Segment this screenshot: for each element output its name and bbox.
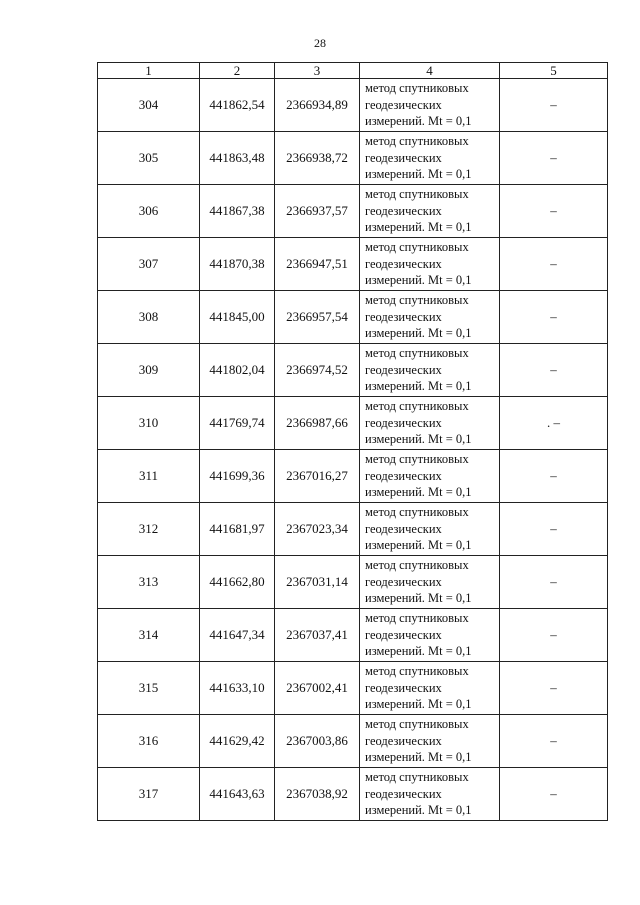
method-line: метод спутниковых <box>365 505 469 520</box>
method-line: измерений. Mt = 0,1 <box>365 697 472 712</box>
table-row <box>98 450 608 503</box>
note-cell: – <box>500 132 608 185</box>
table-row <box>98 291 608 344</box>
point-number-cell: 315 <box>98 662 200 715</box>
y-coordinate-cell: 2366934,89 <box>275 79 360 132</box>
table-row <box>98 344 608 397</box>
x-coordinate-cell: 441681,97 <box>200 503 275 556</box>
method-line: метод спутниковых <box>365 187 469 202</box>
method-line: геодезических <box>365 521 442 536</box>
table-row <box>98 715 608 768</box>
point-number-cell: 306 <box>98 185 200 238</box>
method-line: метод спутниковых <box>365 558 469 573</box>
method-line: измерений. Mt = 0,1 <box>365 750 472 765</box>
note-cell: – <box>500 238 608 291</box>
method-cell <box>360 556 500 609</box>
method-line: геодезических <box>365 733 442 748</box>
x-coordinate-cell: 441862,54 <box>200 79 275 132</box>
x-coordinate-cell: 441802,04 <box>200 344 275 397</box>
table-row <box>98 556 608 609</box>
y-coordinate-cell: 2367037,41 <box>275 609 360 662</box>
y-coordinate-cell: 2366957,54 <box>275 291 360 344</box>
y-coordinate-cell: 2366974,52 <box>275 344 360 397</box>
method-cell <box>360 132 500 185</box>
note-cell: – <box>500 609 608 662</box>
method-line: измерений. Mt = 0,1 <box>365 803 472 818</box>
method-line: метод спутниковых <box>365 134 469 149</box>
point-number-cell: 316 <box>98 715 200 768</box>
method-line: геодезических <box>365 97 442 112</box>
note-cell: – <box>500 79 608 132</box>
point-number-cell: 313 <box>98 556 200 609</box>
note-cell: . – <box>500 397 608 450</box>
method-line: метод спутниковых <box>365 81 469 96</box>
x-coordinate-cell: 441699,36 <box>200 450 275 503</box>
note-cell: – <box>500 662 608 715</box>
method-line: метод спутниковых <box>365 399 469 414</box>
method-cell <box>360 79 500 132</box>
method-line: метод спутниковых <box>365 611 469 626</box>
method-line: измерений. Mt = 0,1 <box>365 644 472 659</box>
method-line: измерений. Mt = 0,1 <box>365 432 472 447</box>
y-coordinate-cell: 2367002,41 <box>275 662 360 715</box>
method-line: геодезических <box>365 309 442 324</box>
point-number-cell: 308 <box>98 291 200 344</box>
y-coordinate-cell: 2366987,66 <box>275 397 360 450</box>
method-cell <box>360 397 500 450</box>
method-line: геодезических <box>365 627 442 642</box>
method-line: метод спутниковых <box>365 664 469 679</box>
column-header-4: 4 <box>360 63 500 79</box>
method-line: геодезических <box>365 256 442 271</box>
coordinates-table <box>97 62 608 821</box>
table-row <box>98 397 608 450</box>
y-coordinate-cell: 2366947,51 <box>275 238 360 291</box>
method-cell <box>360 344 500 397</box>
method-line: измерений. Mt = 0,1 <box>365 485 472 500</box>
method-cell <box>360 609 500 662</box>
note-cell: – <box>500 291 608 344</box>
x-coordinate-cell: 441633,10 <box>200 662 275 715</box>
note-cell: – <box>500 344 608 397</box>
method-line: метод спутниковых <box>365 452 469 467</box>
point-number-cell: 304 <box>98 79 200 132</box>
x-coordinate-cell: 441769,74 <box>200 397 275 450</box>
table-row <box>98 185 608 238</box>
method-line: геодезических <box>365 150 442 165</box>
point-number-cell: 311 <box>98 450 200 503</box>
note-cell: – <box>500 556 608 609</box>
method-line: метод спутниковых <box>365 346 469 361</box>
method-line: геодезических <box>365 786 442 801</box>
method-line: метод спутниковых <box>365 293 469 308</box>
method-line: измерений. Mt = 0,1 <box>365 167 472 182</box>
method-line: измерений. Mt = 0,1 <box>365 273 472 288</box>
x-coordinate-cell: 441870,38 <box>200 238 275 291</box>
method-line: измерений. Mt = 0,1 <box>365 591 472 606</box>
table-row <box>98 609 608 662</box>
method-line: метод спутниковых <box>365 770 469 785</box>
point-number-cell: 310 <box>98 397 200 450</box>
note-cell: – <box>500 503 608 556</box>
point-number-cell: 314 <box>98 609 200 662</box>
y-coordinate-cell: 2367038,92 <box>275 768 360 821</box>
y-coordinate-cell: 2367023,34 <box>275 503 360 556</box>
method-line: геодезических <box>365 574 442 589</box>
table-row <box>98 662 608 715</box>
column-header-3: 3 <box>275 63 360 79</box>
note-cell: – <box>500 715 608 768</box>
point-number-cell: 307 <box>98 238 200 291</box>
method-line: геодезических <box>365 415 442 430</box>
x-coordinate-cell: 441863,48 <box>200 132 275 185</box>
method-line: измерений. Mt = 0,1 <box>365 220 472 235</box>
method-line: геодезических <box>365 468 442 483</box>
x-coordinate-cell: 441647,34 <box>200 609 275 662</box>
x-coordinate-cell: 441662,80 <box>200 556 275 609</box>
method-cell <box>360 662 500 715</box>
table-row <box>98 768 608 821</box>
method-cell <box>360 768 500 821</box>
method-line: геодезических <box>365 680 442 695</box>
note-cell: – <box>500 768 608 821</box>
note-cell: – <box>500 185 608 238</box>
method-cell <box>360 715 500 768</box>
method-line: метод спутниковых <box>365 717 469 732</box>
point-number-cell: 317 <box>98 768 200 821</box>
column-header-5: 5 <box>500 63 608 79</box>
method-line: геодезических <box>365 362 442 377</box>
table-header-row <box>98 63 608 79</box>
y-coordinate-cell: 2366938,72 <box>275 132 360 185</box>
table-row <box>98 238 608 291</box>
method-cell <box>360 503 500 556</box>
method-line: измерений. Mt = 0,1 <box>365 379 472 394</box>
y-coordinate-cell: 2367003,86 <box>275 715 360 768</box>
x-coordinate-cell: 441845,00 <box>200 291 275 344</box>
column-header-1: 1 <box>98 63 200 79</box>
table-row <box>98 132 608 185</box>
x-coordinate-cell: 441643,63 <box>200 768 275 821</box>
table-body <box>98 79 608 821</box>
table-row <box>98 79 608 132</box>
method-line: измерений. Mt = 0,1 <box>365 326 472 341</box>
x-coordinate-cell: 441629,42 <box>200 715 275 768</box>
table-row <box>98 503 608 556</box>
point-number-cell: 309 <box>98 344 200 397</box>
method-cell <box>360 291 500 344</box>
y-coordinate-cell: 2367031,14 <box>275 556 360 609</box>
x-coordinate-cell: 441867,38 <box>200 185 275 238</box>
method-line: измерений. Mt = 0,1 <box>365 114 472 129</box>
method-line: геодезических <box>365 203 442 218</box>
method-line: измерений. Mt = 0,1 <box>365 538 472 553</box>
page-number: 28 <box>314 36 326 50</box>
point-number-cell: 305 <box>98 132 200 185</box>
method-line: метод спутниковых <box>365 240 469 255</box>
method-cell <box>360 238 500 291</box>
method-cell <box>360 450 500 503</box>
method-cell <box>360 185 500 238</box>
point-number-cell: 312 <box>98 503 200 556</box>
note-cell: – <box>500 450 608 503</box>
column-header-2: 2 <box>200 63 275 79</box>
y-coordinate-cell: 2367016,27 <box>275 450 360 503</box>
y-coordinate-cell: 2366937,57 <box>275 185 360 238</box>
